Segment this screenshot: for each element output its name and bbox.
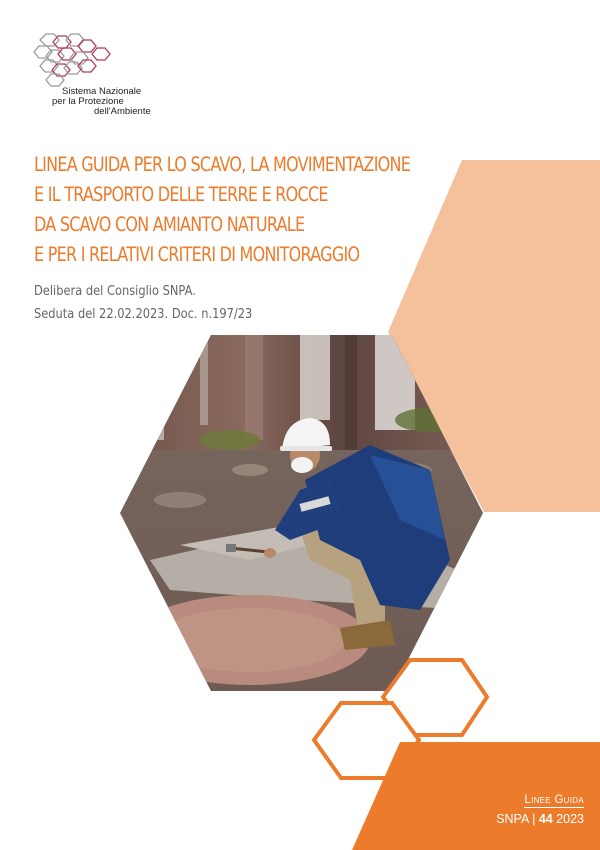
title-line-3: DA SCAVO CON AMIANTO NATURALE	[34, 213, 305, 236]
series-issue: 44	[538, 812, 553, 826]
snpa-logo-icon	[34, 34, 110, 86]
subtitle-line-2: Seduta del 22.02.2023. Doc. n.197/23	[34, 307, 253, 322]
logo-line-2: per la Protezione	[52, 96, 124, 107]
document-title	[34, 150, 411, 270]
series-number	[484, 812, 584, 826]
series-kind: Linee Guida	[524, 794, 584, 806]
logo-line-1: Sistema Nazionale	[62, 86, 142, 97]
title-line-1: LINEA GUIDA PER LO SCAVO, LA MOVIMENTAZIONE	[34, 153, 411, 176]
series-prefix: SNPA |	[496, 812, 539, 826]
title-line-2: E IL TRASPORTO DELLE TERRE E ROCCE	[34, 183, 328, 206]
document-subtitle	[34, 280, 252, 326]
title-line-4: E PER I RELATIVI CRITERI DI MONITORAGGIO	[34, 243, 360, 266]
logo-line-3: dell'Ambiente	[94, 106, 151, 117]
snpa-logo-text	[52, 87, 151, 117]
series-year: 2023	[552, 812, 584, 826]
subtitle-line-1: Delibera del Consiglio SNPA.	[34, 284, 196, 299]
series-badge	[484, 790, 584, 826]
